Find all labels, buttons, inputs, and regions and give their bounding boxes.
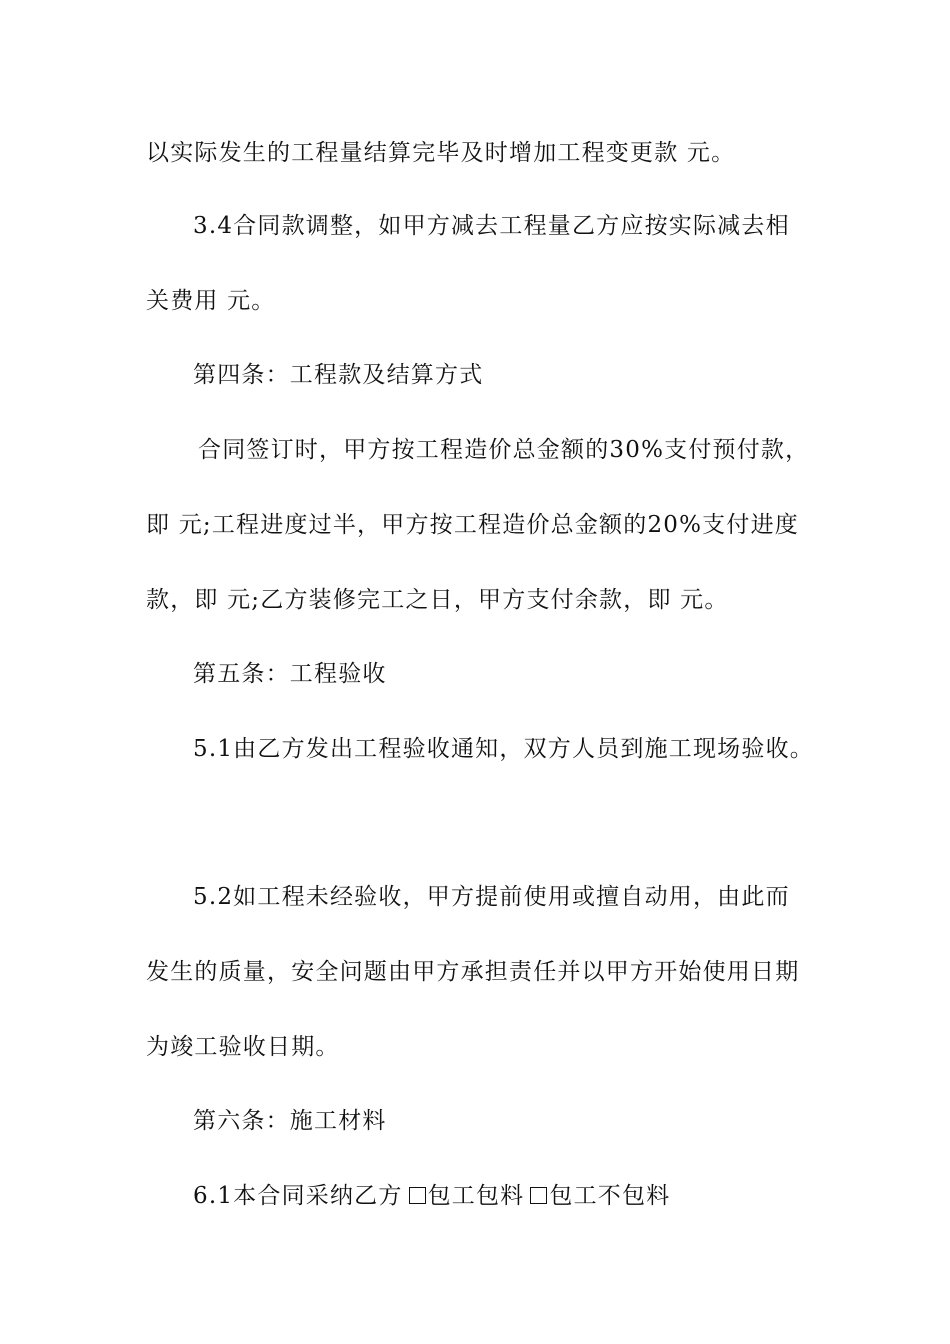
clause-6-1-prefix: 6.1本合同采纳乙方: [193, 1183, 403, 1209]
article-4-heading: 第四条：工程款及结算方式: [193, 362, 484, 388]
option-full-contract-label: 包工包料: [427, 1183, 525, 1209]
checkbox-icon: [530, 1187, 547, 1204]
clause-3-4-line-1: 3.4合同款调整，如甲方减去工程量乙方应按实际减去相: [193, 213, 790, 239]
clause-5-2-line-3: 为竣工验收日期。: [146, 1034, 340, 1060]
article-4-line-2: 即 元;工程进度过半，甲方按工程造价总金额的20%支付进度: [146, 512, 799, 538]
clause-5-2-line-2: 发生的质量，安全问题由甲方承担责任并以甲方开始使用日期: [146, 959, 800, 985]
option-labor-only-label: 包工不包料: [549, 1183, 671, 1209]
checkbox-icon: [409, 1187, 426, 1204]
article-5-heading: 第五条：工程验收: [193, 661, 387, 687]
clause-6-1: [193, 1181, 670, 1211]
clause-3-4-line-2: 关费用 元。: [146, 288, 276, 314]
clause-5-2-line-1: 5.2如工程未经验收，甲方提前使用或擅自动用，由此而: [193, 884, 790, 910]
article-6-heading: 第六条：施工材料: [193, 1108, 387, 1134]
article-4-line-3: 款，即 元;乙方装修完工之日，甲方支付余款，即 元。: [146, 587, 729, 613]
paragraph-line-1: 以实际发生的工程量结算完毕及时增加工程变更款 元。: [146, 140, 736, 166]
clause-5-1: 5.1由乙方发出工程验收通知，双方人员到施工现场验收。: [193, 736, 814, 762]
article-4-line-1: 合同签订时，甲方按工程造价总金额的30%支付预付款，: [198, 437, 810, 463]
